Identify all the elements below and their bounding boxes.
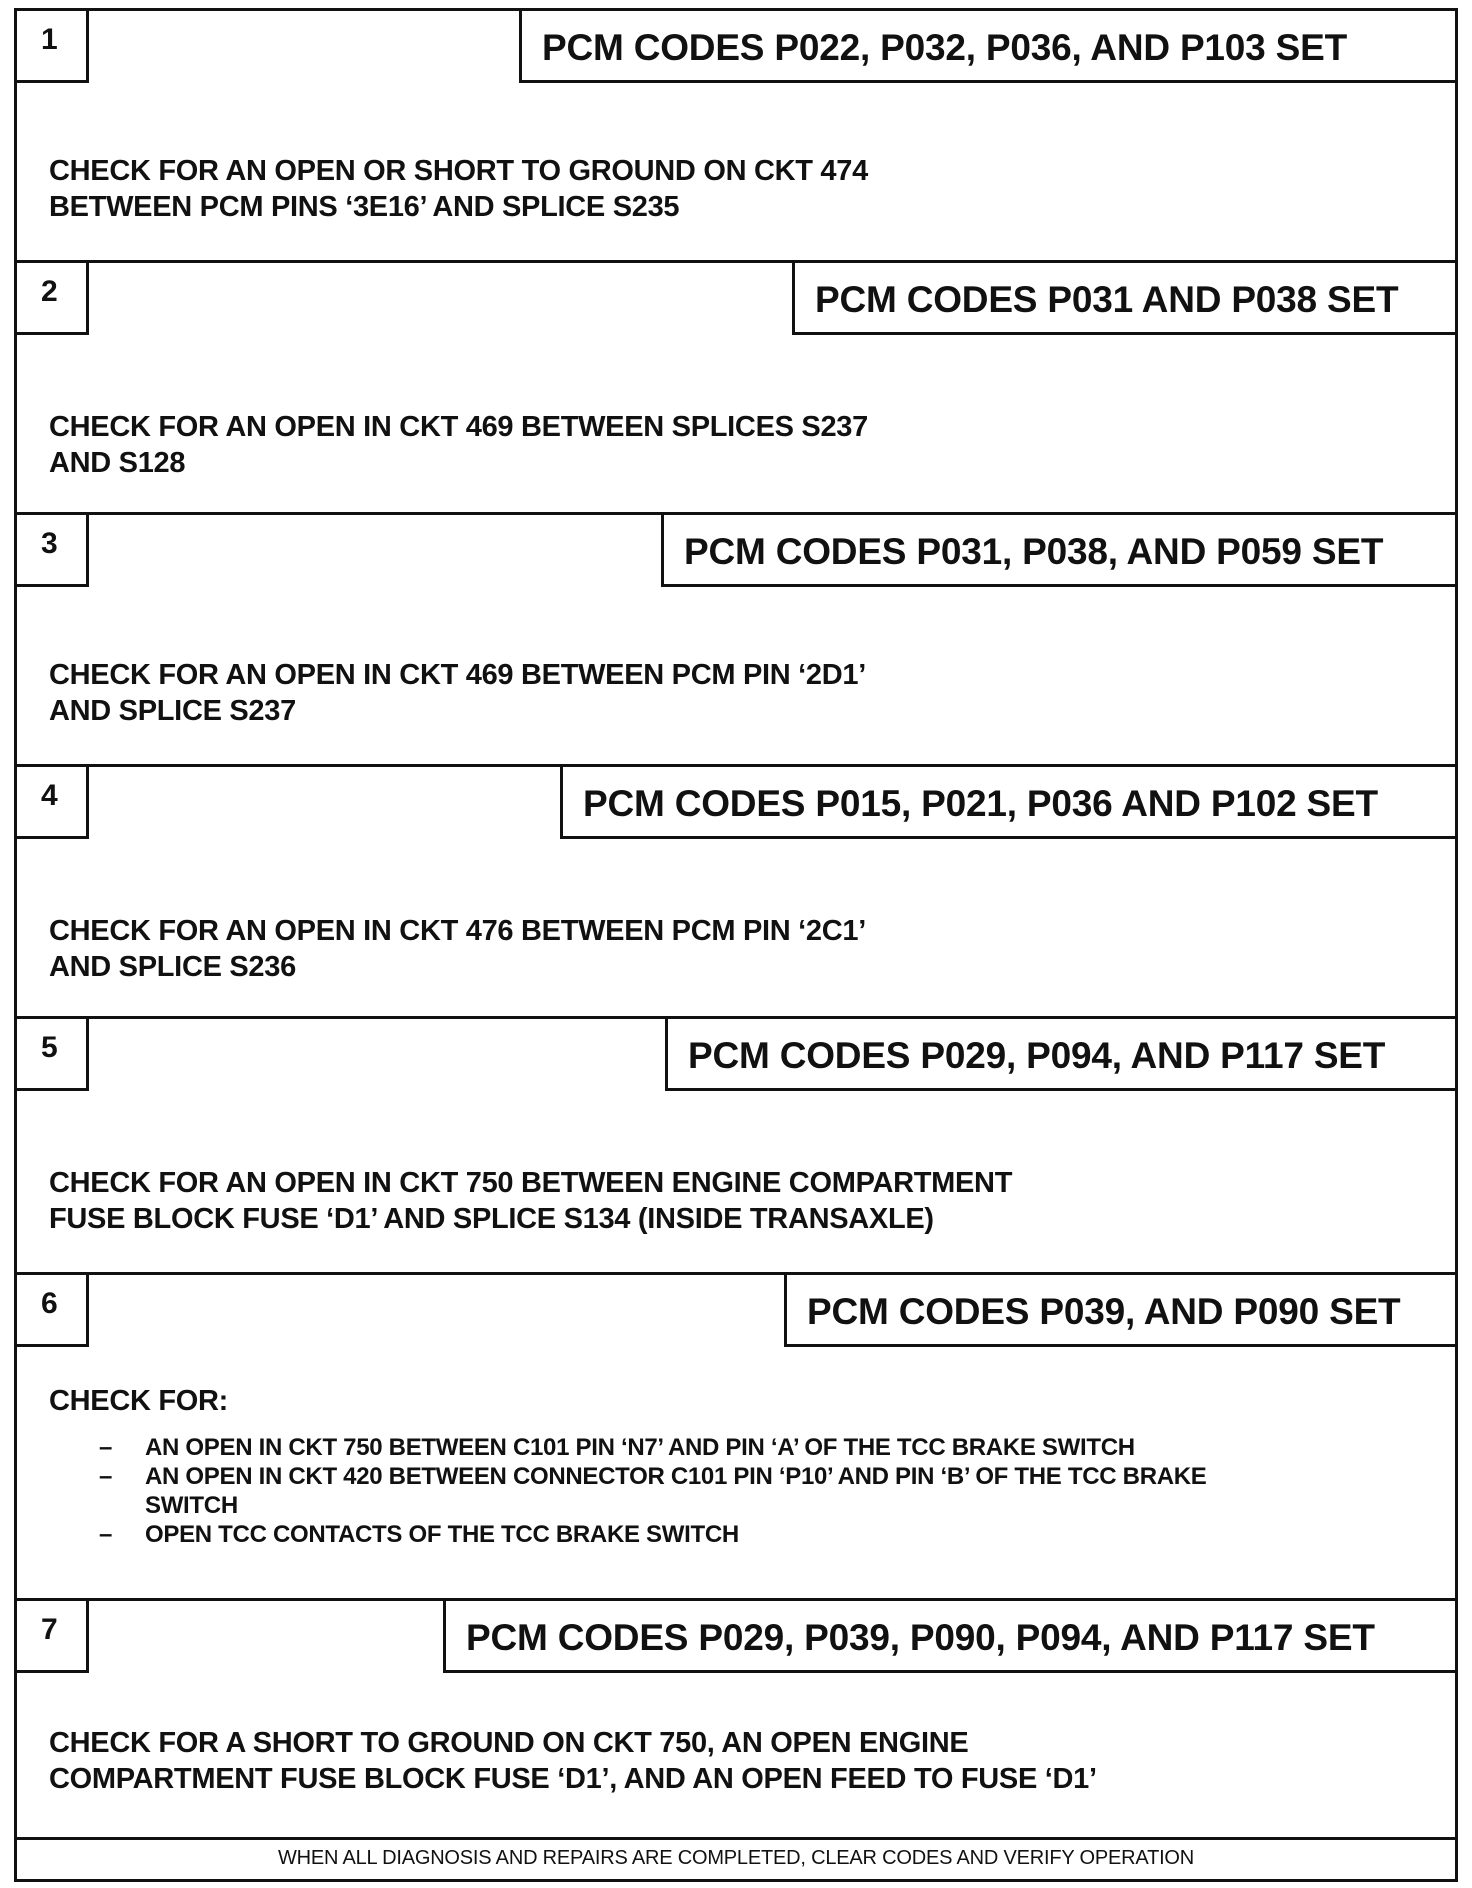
bullet-line: OPEN TCC CONTACTS OF THE TCC BRAKE SWITCH	[145, 1521, 739, 1548]
check-list	[99, 1433, 1207, 1549]
step-number: 1	[17, 11, 89, 83]
bullet-dash: –	[99, 1434, 113, 1461]
step-number: 5	[17, 1019, 89, 1091]
step-3	[17, 515, 1455, 767]
step-2	[17, 263, 1455, 515]
bullet-line: AN OPEN IN CKT 420 BETWEEN CONNECTOR C101 PIN ‘P10’ AND PIN ‘B’ OF THE TCC BRAKE	[145, 1463, 1207, 1490]
bullet-line: SWITCH	[145, 1492, 238, 1519]
instruction-line: CHECK FOR A SHORT TO GROUND ON CKT 750, AN OPEN ENGINE	[49, 1727, 969, 1759]
bullet-line: AN OPEN IN CKT 750 BETWEEN C101 PIN ‘N7’ AND PIN ‘A’ OF THE TCC BRAKE SWITCH	[145, 1434, 1135, 1461]
step-instruction	[49, 1725, 1097, 1797]
bullet-dash: –	[99, 1463, 113, 1490]
instruction-line: FUSE BLOCK FUSE ‘D1’ AND SPLICE S134 (INSIDE TRANSAXLE)	[49, 1203, 934, 1235]
step-title: PCM CODES P031 AND P038 SET	[792, 263, 1455, 335]
bullet-dash: –	[99, 1521, 113, 1548]
instruction-line: CHECK FOR:	[49, 1385, 229, 1417]
instruction-line: CHECK FOR AN OPEN IN CKT 469 BETWEEN PCM PIN ‘2D1’	[49, 659, 866, 691]
step-6	[17, 1275, 1455, 1601]
list-item	[99, 1462, 1207, 1520]
list-item	[99, 1520, 1207, 1549]
instruction-line: CHECK FOR AN OPEN OR SHORT TO GROUND ON CKT 474	[49, 155, 868, 187]
step-instruction	[49, 153, 868, 225]
step-instruction	[49, 409, 868, 481]
step-7	[17, 1601, 1455, 1840]
step-instruction	[49, 657, 866, 729]
instruction-line: CHECK FOR AN OPEN IN CKT 469 BETWEEN SPLICES S237	[49, 411, 868, 443]
step-title: PCM CODES P022, P032, P036, AND P103 SET	[519, 11, 1455, 83]
step-1	[17, 11, 1455, 263]
step-title: PCM CODES P029, P094, AND P117 SET	[665, 1019, 1455, 1091]
step-number: 2	[17, 263, 89, 335]
step-number: 4	[17, 767, 89, 839]
instruction-line: COMPARTMENT FUSE BLOCK FUSE ‘D1’, AND AN OPEN FEED TO FUSE ‘D1’	[49, 1763, 1097, 1795]
instruction-line: AND S128	[49, 447, 186, 479]
step-title: PCM CODES P039, AND P090 SET	[784, 1275, 1455, 1347]
instruction-line: AND SPLICE S237	[49, 695, 296, 727]
instruction-line: AND SPLICE S236	[49, 951, 296, 983]
instruction-line: CHECK FOR AN OPEN IN CKT 750 BETWEEN ENGINE COMPARTMENT	[49, 1167, 1013, 1199]
step-number: 6	[17, 1275, 89, 1347]
step-instruction	[49, 913, 866, 985]
step-number: 3	[17, 515, 89, 587]
footer-note: WHEN ALL DIAGNOSIS AND REPAIRS ARE COMPLETED, CLEAR CODES AND VERIFY OPERATION	[17, 1837, 1455, 1879]
step-title: PCM CODES P031, P038, AND P059 SET	[661, 515, 1455, 587]
step-4	[17, 767, 1455, 1019]
step-instruction	[49, 1383, 228, 1419]
step-title: PCM CODES P029, P039, P090, P094, AND P117 SET	[443, 1601, 1455, 1673]
step-number: 7	[17, 1601, 89, 1673]
instruction-line: CHECK FOR AN OPEN IN CKT 476 BETWEEN PCM PIN ‘2C1’	[49, 915, 866, 947]
list-item	[99, 1433, 1207, 1462]
diagnostic-chart	[14, 8, 1458, 1882]
step-5	[17, 1019, 1455, 1275]
step-instruction	[49, 1165, 1012, 1237]
instruction-line: BETWEEN PCM PINS ‘3E16’ AND SPLICE S235	[49, 191, 680, 223]
step-title: PCM CODES P015, P021, P036 AND P102 SET	[560, 767, 1455, 839]
